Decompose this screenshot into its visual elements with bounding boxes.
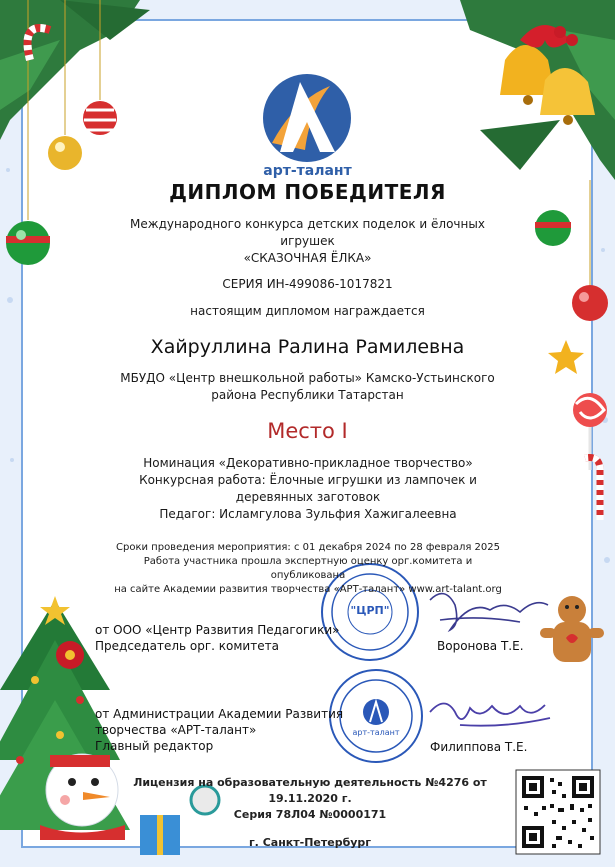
nomination: Номинация «Декоративно-прикладное творчество» <box>143 456 473 470</box>
logo-text: арт-талант <box>263 163 352 179</box>
signatory-1-line: Председатель орг. комитета <box>95 639 279 653</box>
organization-line: МБУДО «Центр внешкольной работы» Камско-Устьинского <box>120 371 495 385</box>
contest-line: Международного конкурса детских поделок и ёлочных <box>130 217 485 231</box>
contest-name <box>115 216 500 267</box>
organization-line: района Республики Татарстан <box>211 388 404 402</box>
license-line: Лицензия на образовательную деятельность №4276 от 19.11.2020 г. <box>133 776 487 805</box>
event-info <box>108 541 508 597</box>
signatory-1-line: от ООО «Центр Развития Педагогики» <box>95 623 340 637</box>
contest-line: игрушек <box>280 234 335 248</box>
stamp-1-text: "ЦРП" <box>350 604 390 617</box>
signatory-2-line: от Администрации Академии Развития <box>95 707 344 721</box>
signatory-2-position <box>95 706 343 754</box>
event-review: Работа участника прошла экспертную оценку орг.комитета и опубликована <box>143 556 473 581</box>
winner-name: Хайруллина Ралина Рамилевна <box>150 336 465 358</box>
diploma-title: ДИПЛОМ ПОБЕДИТЕЛЯ <box>169 180 446 204</box>
work-title: Конкурсная работа: Ёлочные игрушки из лампочек и <box>139 473 477 487</box>
contest-line: «СКАЗОЧНАЯ ЁЛКА» <box>243 251 372 265</box>
details <box>118 455 498 523</box>
teacher: Педагог: Исламгулова Зульфия Хажигалеевна <box>159 507 457 521</box>
event-site: на сайте Академии развития творчества «АРТ-талант» www.art-talant.org <box>114 584 502 595</box>
signatory-1-position <box>95 622 339 654</box>
event-dates: Сроки проведения мероприятия: с 01 декабря 2024 по 28 февраля 2025 <box>116 542 500 553</box>
signatory-2-line: Главный редактор <box>95 739 214 753</box>
organization <box>110 370 505 404</box>
signatory-1-name: Воронова Т.Е. <box>437 639 524 653</box>
place: Место I <box>267 419 348 443</box>
stamp-2-text: арт-талант <box>352 728 400 737</box>
signatory-2-line: творчества «АРТ-талант» <box>95 723 257 737</box>
work-title-cont: деревянных заготовок <box>235 490 381 504</box>
signatory-2-name: Филиппова Т.Е. <box>430 740 528 754</box>
license <box>120 775 500 823</box>
awarded-text: настоящим дипломом награждается <box>190 304 425 318</box>
license-line: Серия 78Л04 №0000171 <box>233 808 387 821</box>
city: г. Санкт-Петербург <box>248 836 372 849</box>
series-number: СЕРИЯ ИН-499086-1017821 <box>222 277 393 291</box>
